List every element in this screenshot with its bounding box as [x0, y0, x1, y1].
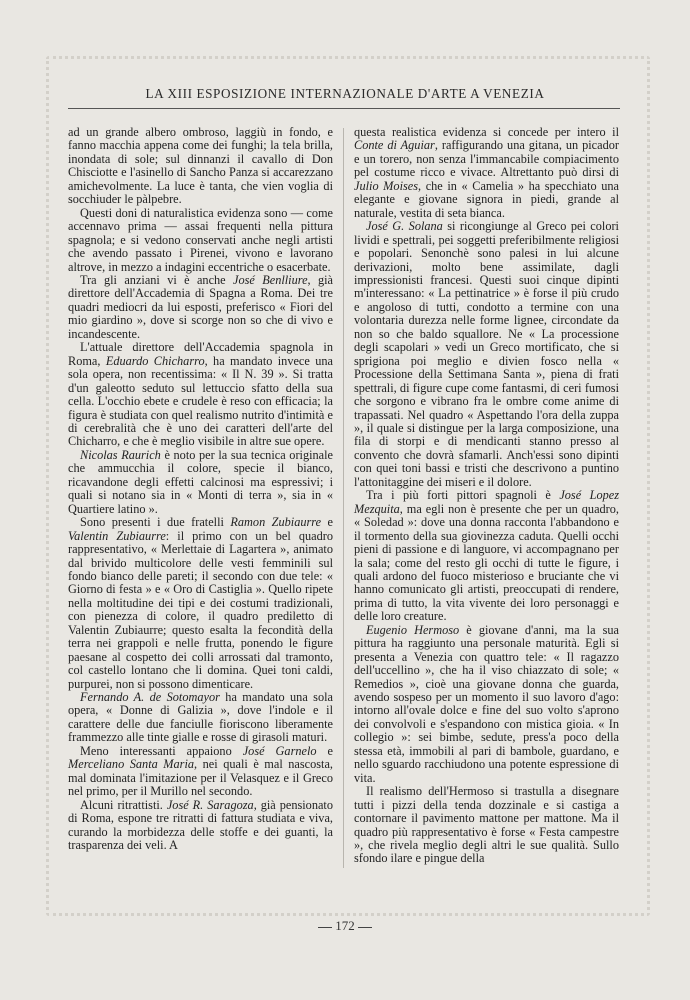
paragraph [354, 489, 619, 624]
text-run: , già pensionato di Roma, espone tre ritratti di fattura studiata e viva, curando la morbidezza delle stoffe e dei guanti, la trasparenza dei veli. A [68, 797, 334, 853]
italic-name: José Garnelo [242, 743, 317, 758]
paragraph [68, 126, 333, 207]
text-run: Sono presenti i due fratelli [80, 515, 231, 530]
text-run: Alcuni ritrattisti. [80, 797, 167, 812]
italic-name: Conte di Aguiar [354, 138, 435, 153]
text-run: , ma egli non è presente che per un quadro, « Soledad »: dove una donna racconta l'abbandono e il tormento della sua giovinezza caduta. Quelli occhi pieni di passione e di languore, vi accompagnano per la sala; come del resto gli occhi di tutte le figure, i quali ardono del fuoco misterioso e bruciante che vi hanno comunicato gli artisti, preoccupati di rendere, prima di tutto, la vita vivente dei loro personaggi e delle loro creature. [354, 501, 619, 624]
text-run: ha mandato una sola opera, « Donne di Galizia », dove l'indole e il carattere delle due fanciulle fioriscono liberamente frammezzo alle tinte gialle e rosse di girasoli maturi. [68, 690, 333, 745]
text-run: , che in « Camelia » ha specchiato una elegante e giovane signora in piedi, grande al naturale, vestita di seta bianca. [354, 178, 620, 220]
text-run: Meno interessanti appaiono [80, 743, 243, 758]
paragraph [68, 341, 333, 449]
italic-name: Nicolas Raurich [80, 447, 161, 462]
italic-name: Ramon Zubiaurre [230, 515, 322, 530]
text-run: Questi doni di naturalistica evidenza sono — come accennavo prima — assai frequenti nella pittura spagnola; e si vedono conservati anche negli artisti che avendo passato i Pirenei, vivono e lavorano altrove, in mezzo a indagini eccentriche o esacerbate. [68, 205, 333, 274]
page-footer [0, 918, 690, 934]
italic-name: Valentin Zubiaurre [68, 528, 166, 543]
italic-name: Fernando A. de Sotomayor [80, 690, 220, 705]
text-run: è noto per la sua tecnica originale che ammucchia il colore, specie il bianco, ricavandone degli effetti calcinosi ma espressivi; i quali si notano sia in « Monti di terra », sia in « Quartiere latino ». [68, 447, 333, 516]
paragraph [68, 449, 333, 516]
paragraph [354, 220, 619, 489]
italic-name: José G. Solana [366, 219, 443, 234]
text-run: ad un grande albero ombroso, laggiù in fondo, e fanno macchia appena come dei funghi; la tela brilla, inondata di sole; sul dinnanzi il cavallo di Don Chisciotte e l'asinello di Sancho Panza si accarezzano amichevolmente. La luce è tanta, che vien voglia di socchiuder le pàlpebre. [68, 125, 333, 207]
page-number: 172 [335, 918, 355, 933]
header-rule [68, 108, 620, 109]
italic-name: Eugenio Hermoso [366, 622, 460, 637]
text-run: , raffigurando una gitana, un picador e un torero, non senza l'immancabile compiacimento pel costume ricco e vivace. Altrettanto può dirsi di [354, 138, 619, 180]
text-run: si ricongiunge al Greco pei colori lividi e spettrali, pei soggetti preferibilmente religiosi e popolari. Senonchè sono palesi in lui alcune derivazioni, molto bene assimilate, dagli impressionisti francesi. Questi suoi cinque dipinti m'interessano: « La pettinatrice » è forse il più crudo e angoloso di tutti, condotto a termine con una volontaria durezza nelle forme lignee, circondate da non so che baldo squallore. Ne « La processione degli scapolari » vedi un Greco mortificato, che si sprigiona poi meglio e divien fosco nella « Processione della Settimana Santa », piena di frati spettrali, di figure cupe come fantasmi, di ceri fumosi che sorgono e vibrano fra le ombre come anime di trapassati. Nel quadro « Aspettando l'ora della zuppa », il quale si distingue per la larga composizione, una fila di storpi e di mendicanti stanno presso al convento che dovrà sfamarli. Anch'essi sono dipinti con quei toni bassi e tristi che descrivono a puntino l'attonitaggine dei miseri e il dolore. [354, 219, 619, 489]
italic-name: José Benlliure [233, 272, 308, 287]
italic-name: Merceliano Santa Maria [68, 757, 195, 772]
paragraph [354, 785, 619, 866]
text-run: Tra gli anziani vi è anche [80, 272, 234, 287]
text-run: e [316, 743, 333, 758]
text-run: L'attuale direttore dell'Accademia spagnola in Roma, [68, 340, 333, 368]
paragraph [68, 691, 333, 745]
text-run: , ha mandato invece una sola opera, non recentissima: « Il N. 39 ». Si tratta d'un galeotto seduto sul lettuccio sfatto della sua cella. L'occhio ebete e crudele è reso con efficacia; la figura è studiata con quel realismo nutrito d'intimità e di cerebralità che è uno dei caratteri dell'arte del Chicharro, e che è meglio visibile in altre sue opere. [68, 353, 333, 449]
footer-dash [358, 927, 372, 928]
paragraph [68, 745, 333, 799]
paragraph [68, 207, 333, 274]
italic-name: Julio Moises [354, 178, 419, 193]
paragraph [354, 624, 619, 785]
left-column [68, 126, 333, 852]
italic-name: Eduardo Chicharro [105, 353, 205, 368]
italic-name: José R. Saragoza [166, 797, 254, 812]
text-run: e [321, 515, 333, 530]
text-run: , già direttore dell'Accademia di Spagna a Roma. Dei tre quadri mediocri da lui esposti, preferisco « Fiori del mio giardino », dove si scorge non so che di vivo e incandescente. [68, 272, 334, 341]
footer-dash [318, 927, 332, 928]
text-run: Tra i più forti pittori spagnoli è [366, 488, 560, 503]
paragraph [354, 126, 619, 220]
text-run: è giovane d'anni, ma la sua pittura ha raggiunto una personale maturità. Egli si presenta a Venezia con quattro tele: « Il ragazzo dell'uccellino », che ha il viso chiazzato di sole; « Remedios », cioè una giovane donna che guarda, avendo sospeso per un momento il suo lavoro d'ago: intorno all'ovale dolce e fine del suo volto s'aprono dei convolvoli e s'espandono con mistica gioia. « In collegio »: sei bimbe, sedute, press'a poco della stessa età, immobili al pari di bambole, guardano, e nello sguardo racchiudono una potente espressione di vita. [354, 622, 620, 785]
paragraph [68, 516, 333, 691]
paragraph [68, 799, 333, 853]
column-divider [343, 128, 344, 868]
running-header: LA XIII ESPOSIZIONE INTERNAZIONALE D'ARTE A VENEZIA [145, 86, 545, 101]
paragraph [68, 274, 333, 341]
text-run: Il realismo dell'Hermoso si trastulla a disegnare tutti i pizzi della tenda dozzinale e si castiga a contornare il pavimento mattone per mattone. Ma il quadro più rappresentativo è forse « Festa campestre », che rivela meglio degli altri le sue qualità. Sullo sfondo ilare e pingue della [354, 784, 619, 866]
text-run: , nei quali è mal nascosta, mal dominata l'imitazione per il Velasquez e il Greco nel primo, per il Murillo nel secondo. [68, 757, 333, 799]
italic-name: José Lopez Mezquita [354, 488, 619, 516]
text-run: : il primo con un bel quadro rappresentativo, « Merlettaie di Lagartera », animato dal brivido multicolore delle vesti femminili sul fondo bianco delle pareti; il secondo con due tele: « Giorno di festa » e « Oro di Castiglia ». Quello ripete nella moltitudine dei tipi e dei costumi tradizionali, con pienezza di colore, il quadro prediletto di Valentin Zubiaurre; questo esalta la fecondità della terra nei grappoli e nelle frutta, ponendo le figure paesane al cospetto dei colli arrossati dal tramonto, col castello lontano che li domina. Quei toni caldi, purpurei, non si possono dimenticare. [68, 528, 334, 691]
text-run: questa realistica evidenza si concede per intero il [354, 125, 619, 139]
right-column [354, 126, 619, 866]
